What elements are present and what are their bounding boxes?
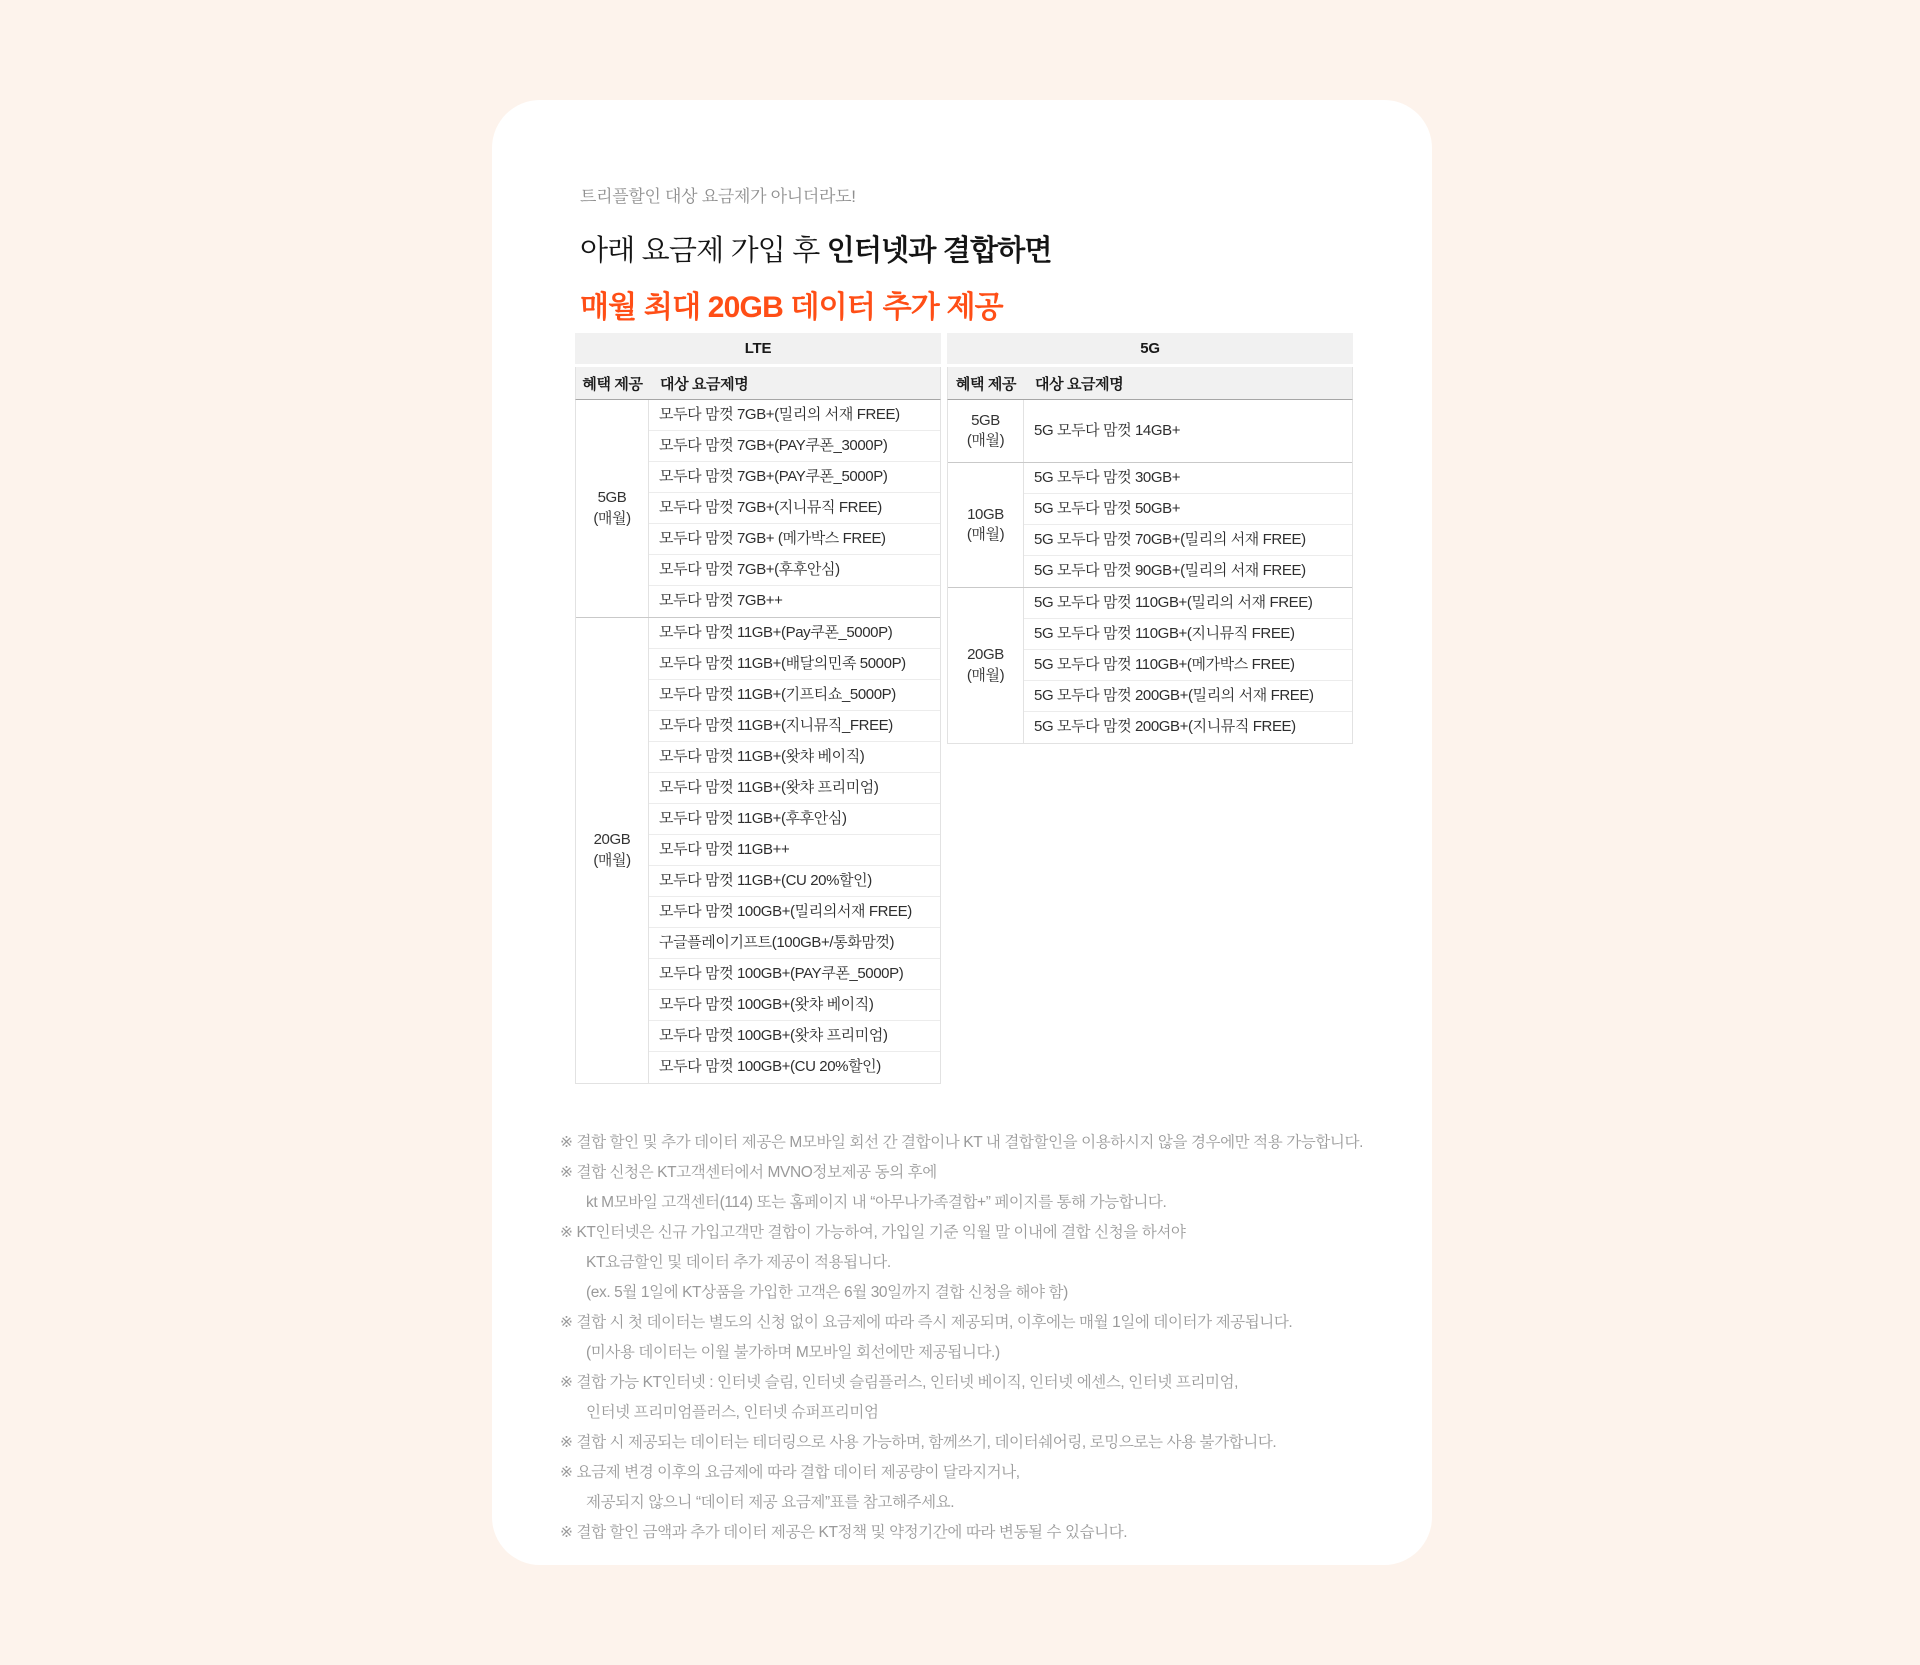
benefit-period: (매월) <box>966 526 1005 543</box>
footnote-line: KT요금할인 및 데이터 추가 제공이 적용됩니다. <box>586 1254 891 1271</box>
plan-row: 모두다 맘껏 11GB+(지니뮤직_FREE) <box>649 711 940 742</box>
footnote-line: kt M모바일 고객센터(114) 또는 홈페이지 내 “아무나가족결합+” 페이지를 통해 가능합니다. <box>586 1194 1167 1211</box>
footnote-line: ※ 요금제 변경 이후의 요금제에 따라 결합 데이터 제공량이 달라지거나, <box>560 1464 1020 1481</box>
benefit-cell <box>948 463 1024 587</box>
benefit-period: (매월) <box>966 666 1005 684</box>
footnote-line: (ex. 5월 1일에 KT상품을 가입한 고객은 6월 30일까지 결합 신청을 해야 함) <box>586 1284 1068 1301</box>
intro-eyebrow: 트리플할인 대상 요금제가 아니더라도! <box>580 187 856 206</box>
plan-row: 5G 모두다 맘껏 90GB+(밀리의 서재 FREE) <box>1034 562 1306 579</box>
plan-row: 모두다 맘껏 100GB+(밀리의서재 FREE) <box>649 897 940 928</box>
network-header-5g: 5G <box>947 333 1353 364</box>
benefit-period: (매월) <box>593 509 631 527</box>
headline-strong: 인터넷과 결합하면 <box>826 235 1052 267</box>
footnote-line: 제공되지 않으니 “데이터 제공 요금제”표를 참고해주세요. <box>586 1494 955 1511</box>
headline-accent: 매월 최대 20GB 데이터 추가 제공 <box>580 291 1003 324</box>
plan-row: 5G 모두다 맘껏 200GB+(밀리의 서재 FREE) <box>1024 681 1352 712</box>
benefit-cell <box>948 400 1024 462</box>
footnote-line: ※ 결합 할인 및 추가 데이터 제공은 M모바일 회선 간 결합이나 KT 내 결합할인을 이용하시지 않을 경우에만 적용 가능합니다. <box>560 1134 1363 1151</box>
benefit-cell <box>576 618 649 1083</box>
footnote-line: ※ KT인터넷은 신규 가입고객만 결합이 가능하여, 가입일 기준 익월 말 이내에 결합 신청을 하셔야 <box>560 1224 1186 1241</box>
plan-row: 모두다 맘껏 11GB++ <box>649 835 940 866</box>
column-header-row-5g <box>947 367 1353 400</box>
plan-row: 5G 모두다 맘껏 70GB+(밀리의 서재 FREE) <box>1024 525 1352 556</box>
plan-group <box>576 400 940 617</box>
plan-row: 5G 모두다 맘껏 200GB+(지니뮤직 FREE) <box>1034 718 1296 735</box>
plan-column-header: 대상 요금제명 <box>660 375 749 393</box>
plan-row: 모두다 맘껏 100GB+(왓챠 프리미엄) <box>649 1021 940 1052</box>
plan-row: 모두다 맘껏 7GB+ (메가박스 FREE) <box>649 524 940 555</box>
plan-row: 모두다 맘껏 7GB+(밀리의 서재 FREE) <box>649 400 940 431</box>
benefit-amount: 5GB <box>971 411 1000 429</box>
benefit-amount: 10GB <box>967 505 1004 523</box>
footnote-line: (미사용 데이터는 이월 불가하며 M모바일 회선에만 제공됩니다.) <box>586 1344 1000 1361</box>
benefit-amount: 5GB <box>597 489 627 507</box>
promo-card <box>492 100 1432 1565</box>
plan-row: 모두다 맘껏 11GB+(Pay쿠폰_5000P) <box>649 618 940 649</box>
plan-row: 모두다 맘껏 11GB+(왓챠 베이직) <box>649 742 940 773</box>
footnote-line: ※ 결합 할인 금액과 추가 데이터 제공은 KT정책 및 약정기간에 따라 변동될 수 있습니다. <box>560 1524 1128 1541</box>
table-body-0 <box>575 400 941 1084</box>
plan-list <box>1024 400 1352 462</box>
plan-list <box>649 618 940 1083</box>
plan-table-lte <box>575 333 941 1084</box>
benefit-column-header: 혜택 제공 <box>582 375 643 393</box>
plan-row: 5G 모두다 맘껏 50GB+ <box>1024 494 1352 525</box>
plan-column-header: 대상 요금제명 <box>1035 375 1124 393</box>
plan-row: 모두다 맘껏 11GB+(후후안심) <box>649 804 940 835</box>
plan-row: 모두다 맘껏 7GB+(PAY쿠폰_5000P) <box>649 462 940 493</box>
plan-group <box>948 462 1352 587</box>
table-body-1 <box>947 400 1353 744</box>
plan-row: 모두다 맘껏 100GB+(PAY쿠폰_5000P) <box>649 959 940 990</box>
network-header-lte: LTE <box>575 333 941 364</box>
footnote-line: ※ 결합 시 첫 데이터는 별도의 신청 없이 요금제에 따라 즉시 제공되며, 이후에는 매월 1일에 데이터가 제공됩니다. <box>560 1314 1293 1331</box>
plan-list <box>649 400 940 617</box>
plan-row: 모두다 맘껏 11GB+(CU 20%할인) <box>649 866 940 897</box>
plan-row: 5G 모두다 맘껏 30GB+ <box>1024 463 1352 494</box>
plan-row: 모두다 맘껏 11GB+(기프티쇼_5000P) <box>649 680 940 711</box>
benefit-period: (매월) <box>966 432 1005 449</box>
benefit-cell <box>948 588 1024 743</box>
plan-row: 5G 모두다 맘껏 110GB+(메가박스 FREE) <box>1024 650 1352 681</box>
benefit-cell <box>576 400 649 617</box>
footnote-line: 인터넷 프리미엄플러스, 인터넷 슈퍼프리미엄 <box>586 1404 879 1421</box>
plan-list <box>1024 463 1352 587</box>
benefit-amount: 20GB <box>967 646 1004 664</box>
benefit-amount: 20GB <box>593 831 631 849</box>
plan-list <box>1024 588 1352 743</box>
plan-row: 모두다 맘껏 100GB+(CU 20%할인) <box>659 1058 881 1075</box>
plan-row: 모두다 맘껏 11GB+(배달의민족 5000P) <box>649 649 940 680</box>
plan-group <box>948 587 1352 743</box>
benefit-column-header: 혜택 제공 <box>955 375 1017 393</box>
benefit-period: (매월) <box>593 851 631 869</box>
plan-row: 5G 모두다 맘껏 14GB+ <box>1034 422 1181 439</box>
plan-row: 모두다 맘껏 7GB+(지니뮤직 FREE) <box>649 493 940 524</box>
plan-row: 모두다 맘껏 7GB++ <box>659 592 783 609</box>
plan-row: 5G 모두다 맘껏 110GB+(지니뮤직 FREE) <box>1024 619 1352 650</box>
plan-table-5g <box>947 333 1353 744</box>
footnotes <box>560 1128 1400 1548</box>
headline <box>580 228 1052 269</box>
plan-group <box>948 400 1352 462</box>
plan-row: 모두다 맘껏 7GB+(PAY쿠폰_3000P) <box>649 431 940 462</box>
plan-row: 5G 모두다 맘껏 110GB+(밀리의 서재 FREE) <box>1024 588 1352 619</box>
plan-row: 모두다 맘껏 7GB+(후후안심) <box>649 555 940 586</box>
plan-tables <box>575 333 1353 1084</box>
plan-group <box>576 617 940 1083</box>
plan-row: 구글플레이기프트(100GB+/통화맘껏) <box>649 928 940 959</box>
footnote-line: ※ 결합 시 제공되는 데이터는 테더링으로 사용 가능하며, 함께쓰기, 데이터쉐어링, 로밍으로는 사용 불가합니다. <box>560 1434 1277 1451</box>
footnote-line: ※ 결합 신청은 KT고객센터에서 MVNO정보제공 동의 후에 <box>560 1164 937 1181</box>
intro-block <box>580 182 1052 326</box>
headline-normal: 아래 요금제 가입 후 <box>580 235 827 267</box>
column-header-row-lte <box>575 367 941 400</box>
plan-row: 모두다 맘껏 11GB+(왓챠 프리미엄) <box>649 773 940 804</box>
footnote-line: ※ 결합 가능 KT인터넷 : 인터넷 슬림, 인터넷 슬림플러스, 인터넷 베이직, 인터넷 에센스, 인터넷 프리미엄, <box>560 1374 1239 1391</box>
plan-row: 모두다 맘껏 100GB+(왓챠 베이직) <box>649 990 940 1021</box>
